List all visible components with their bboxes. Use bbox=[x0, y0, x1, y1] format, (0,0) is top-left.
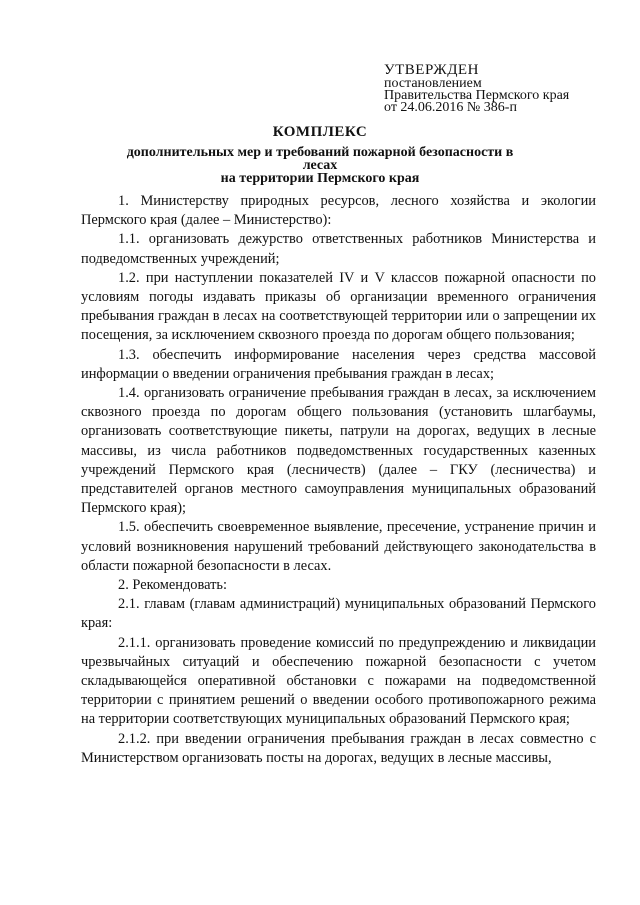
paragraph-1: 1. Министерству природных ресурсов, лесного хозяйства и экологии Пермского края (далее – Министерство): bbox=[81, 193, 596, 229]
paragraph-1-4: 1.4. организовать ограничение пребывания граждан в лесах, за исключением сквозного проезда по дорогам общего пользования (установить шлагбаумы, организовать соответствующие пикеты, патрули на дорогах, ведущих в лесные массивы, из числа работников подведомственных государственных казенных учреждений Пермского края (лесничеств) (далее – ГКУ (лесничества) и представителей органов местного самоуправления муниципальных образований Пермского края); bbox=[81, 385, 596, 517]
paragraph-2-1-1: 2.1.1. организовать проведение комиссий по предупреждению и ликвидации чрезвычайных ситуаций и обеспечению пожарной безопасности с учетом складывающейся оперативной обстановки с пожарами на подведомственной территории с принятием решений о введении особого противопожарного режима на территории соответствующих муниципальных образований Пермского края; bbox=[81, 634, 596, 728]
paragraph-1-3: 1.3. обеспечить информирование населения через средства массовой информации о введении ограничения пребывания граждан в лесах; bbox=[81, 346, 596, 382]
approval-stamp bbox=[384, 64, 569, 114]
paragraph-1-1: 1.1. организовать дежурство ответственных работников Министерства и подведомственных учреждений; bbox=[81, 231, 596, 267]
approval-heading: УТВЕРЖДЕН bbox=[384, 62, 479, 78]
paragraph-2-1-2: 2.1.2. при введении ограничения пребывания граждан в лесах совместно с Министерством организовать посты на дорогах, ведущих в лесные массивы, bbox=[81, 730, 596, 766]
document-subtitle bbox=[108, 146, 532, 185]
paragraph-2-1: 2.1. главам (главам администраций) муниципальных образований Пермского края: bbox=[81, 596, 596, 632]
paragraph-2: 2. Рекомендовать: bbox=[118, 577, 227, 594]
approval-line-2: Правительства Пермского края bbox=[384, 88, 570, 103]
document-body bbox=[81, 192, 596, 768]
subtitle-line-2: на территории Пермского края bbox=[220, 171, 420, 186]
approval-line-1: постановлением bbox=[384, 76, 482, 91]
paragraph-1-5: 1.5. обеспечить своевременное выявление, пресечение, устранение причин и условий возникновения нарушений требований действующего законодательства в области пожарной безопасности в лесах. bbox=[81, 519, 596, 574]
document-title: КОМПЛЕКС bbox=[272, 124, 368, 140]
subtitle-line-1: дополнительных мер и требований пожарной безопасности в лесах bbox=[126, 145, 514, 173]
paragraph-1-2: 1.2. при наступлении показателей IV и V классов пожарной опасности по условиям погоды издавать приказы об организации временного ограничения пребывания граждан в лесах на соответствующей территории или о запрещении их посещения, за исключением сквозного проезда по дорогам общего пользования; bbox=[81, 269, 596, 344]
approval-line-3: от 24.06.2016 № 386-п bbox=[384, 100, 517, 115]
